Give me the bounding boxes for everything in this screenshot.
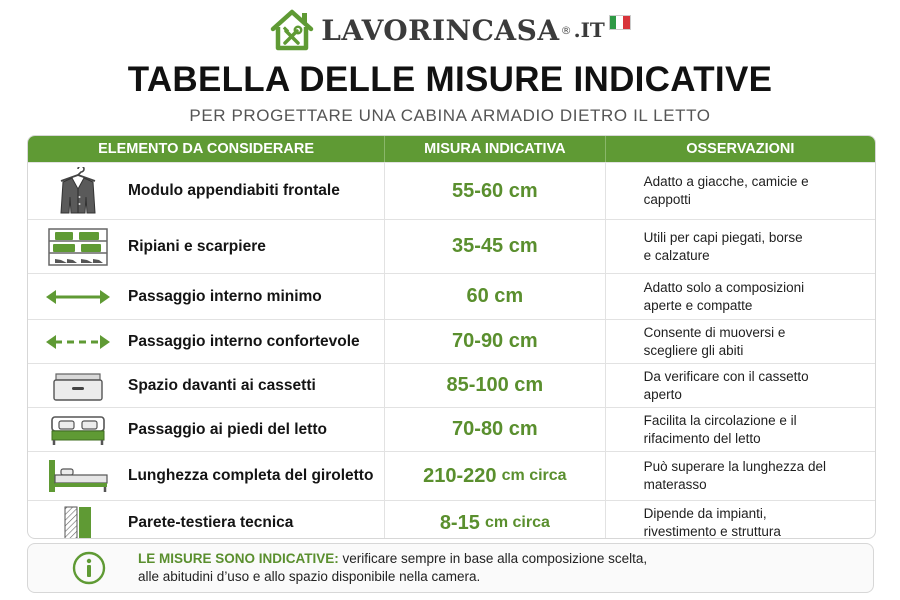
bed-icon xyxy=(50,413,106,447)
notes-text: Adatto solo a composizioni aperte e compatte xyxy=(643,279,805,313)
element-cell xyxy=(28,163,385,219)
element-label: Parete-testiera tecnica xyxy=(128,514,294,531)
element-label: Passaggio interno confortevole xyxy=(128,332,360,350)
measure-cell xyxy=(385,501,605,539)
notes-cell xyxy=(606,163,875,219)
element-cell xyxy=(28,320,385,363)
notes-text: Consente di muoversi e scegliere gli abiti xyxy=(643,324,786,358)
brand-tld: .IT xyxy=(573,18,605,42)
bed-side-icon xyxy=(47,458,109,494)
measure-value: 85-100 cm xyxy=(446,374,544,396)
element-label: Passaggio interno minimo xyxy=(128,287,322,305)
notes-text: Da verificare con il cassetto aperto xyxy=(643,368,809,402)
brand-name: LAVORINCASA xyxy=(321,13,560,47)
measures-table xyxy=(27,135,876,539)
notes-text: Dipende da impianti, rivestimento e struttura xyxy=(643,506,781,539)
measure-value: 70-80 cm xyxy=(452,418,538,440)
measure-value: 35-45 cm xyxy=(452,235,538,257)
drawer-icon xyxy=(52,370,104,402)
brand-registered: ® xyxy=(560,23,572,37)
jacket-hanger-icon xyxy=(57,167,99,215)
brand-logo[interactable] xyxy=(269,7,631,53)
measure-suffix: cm circa xyxy=(501,467,567,484)
element-cell xyxy=(28,452,385,500)
table-row xyxy=(28,500,875,539)
italy-flag-icon xyxy=(609,15,631,30)
dashed-double-arrow-icon xyxy=(45,334,111,350)
table-row xyxy=(28,162,875,219)
measure-cell xyxy=(385,408,605,451)
measure-cell xyxy=(385,452,605,500)
measure-cell xyxy=(385,274,605,319)
notes-text: Facilita la circolazione e il rifacimento del letto xyxy=(643,412,797,446)
table-header xyxy=(28,136,875,162)
notes-cell xyxy=(606,220,875,273)
element-label: Ripiani e scarpiere xyxy=(128,237,266,255)
element-cell xyxy=(28,220,385,273)
note-text xyxy=(138,550,647,586)
notes-text: Può superare la lunghezza del materasso xyxy=(643,459,826,492)
notes-cell xyxy=(606,364,875,407)
column-header-notes: OSSERVAZIONI xyxy=(686,141,795,157)
notes-cell xyxy=(606,501,875,539)
shelves-shoes-icon xyxy=(47,227,109,267)
page-title: TABELLA DELLE MISURE INDICATIVE xyxy=(127,60,773,99)
table-row xyxy=(28,219,875,273)
notes-text: Adatto a giacche, camicie e cappotti xyxy=(643,174,809,207)
measure-cell xyxy=(385,364,605,407)
notes-cell xyxy=(606,408,875,451)
column-header-element: ELEMENTO DA CONSIDERARE xyxy=(28,136,385,162)
element-label: Passaggio ai piedi del letto xyxy=(128,420,327,438)
measure-value: 60 cm xyxy=(466,285,524,307)
element-cell xyxy=(28,364,385,407)
measure-value: 70-90 cm xyxy=(452,330,538,352)
table-row xyxy=(28,273,875,319)
element-label: Spazio davanti ai cassetti xyxy=(128,376,316,394)
info-icon xyxy=(72,551,106,585)
note-line1: verificare sempre in base alla composizione scelta, xyxy=(338,551,648,566)
notes-cell xyxy=(606,320,875,363)
element-label: Lunghezza completa del giroletto xyxy=(128,467,374,484)
header xyxy=(0,6,900,54)
measure-suffix: cm circa xyxy=(484,514,550,531)
measure-value: 55-60 cm xyxy=(452,179,538,202)
notes-text: Utili per capi piegati, borse e calzature xyxy=(643,229,803,263)
table-row xyxy=(28,363,875,407)
house-tools-icon xyxy=(269,7,315,53)
info-note xyxy=(27,543,874,593)
table-row xyxy=(28,451,875,500)
note-line2: alle abitudini d’uso e allo spazio disponibile nella camera. xyxy=(138,569,481,584)
measure-cell xyxy=(385,220,605,273)
wall-headboard-icon xyxy=(63,505,93,539)
note-strong: LE MISURE SONO INDICATIVE: xyxy=(138,551,339,566)
element-label: Modulo appendiabiti frontale xyxy=(128,182,340,199)
measure-cell xyxy=(385,163,605,219)
table-row xyxy=(28,319,875,363)
notes-cell xyxy=(606,274,875,319)
element-cell xyxy=(28,501,385,539)
element-cell xyxy=(28,408,385,451)
table-row xyxy=(28,407,875,451)
element-cell xyxy=(28,274,385,319)
measure-cell xyxy=(385,320,605,363)
column-header-measure: MISURA INDICATIVA xyxy=(385,136,605,162)
notes-cell xyxy=(606,452,875,500)
double-arrow-icon xyxy=(45,289,111,305)
measure-value: 8-15 xyxy=(439,511,480,534)
measure-value: 210-220 xyxy=(423,464,497,487)
page-subtitle: PER PROGETTARE UNA CABINA ARMADIO DIETRO IL LETTO xyxy=(189,106,711,125)
